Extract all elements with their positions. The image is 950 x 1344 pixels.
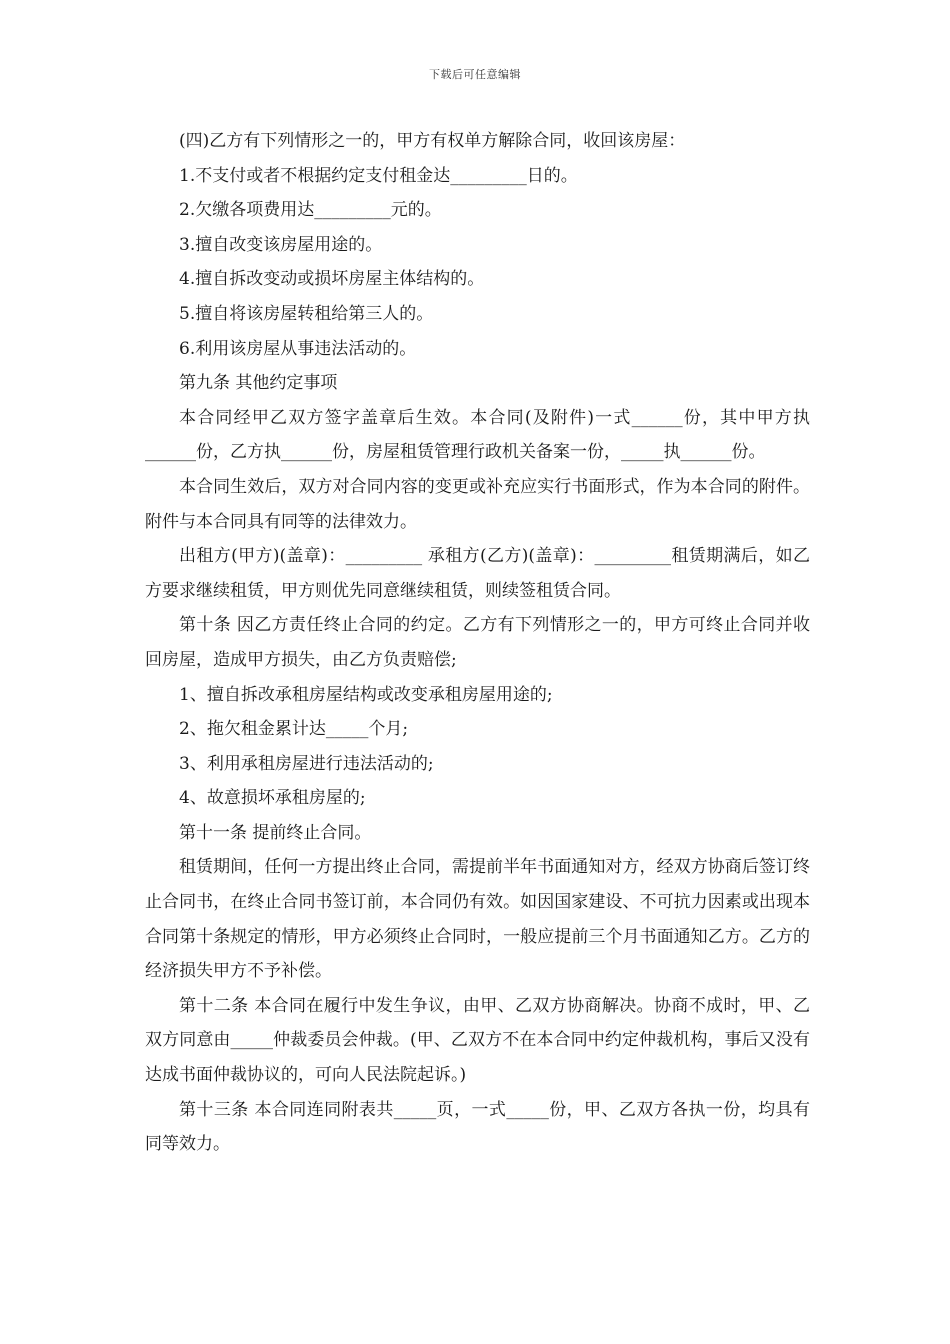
list-item: 3.擅自改变该房屋用途的。 bbox=[179, 234, 383, 255]
article-13-paragraph: 第十三条 本合同连同附表共_____页，一式_____份，甲、乙双方各执一份，均具有同等效力。 bbox=[145, 1099, 810, 1155]
list-item: 1、擅自拆改承租房屋结构或改变承租房屋用途的; bbox=[179, 684, 553, 705]
paragraph: 租赁期间，任何一方提出终止合同，需提前半年书面通知对方，经双方协商后签订终止合同书，在终止合同书签订前，本合同仍有效。如因国家建设、不可抗力因素或出现本合同第十条规定的情形，甲方必须终止合同时，一般应提前三个月书面通知乙方。乙方的经济损失甲方不予补偿。 bbox=[145, 857, 810, 982]
article-11-heading: 第十一条 提前终止合同。 bbox=[179, 822, 372, 843]
list-item: 4.擅自拆改变动或损坏房屋主体结构的。 bbox=[179, 269, 485, 290]
list-item: 3、利用承租房屋进行违法活动的; bbox=[179, 753, 434, 774]
paragraph: 本合同经甲乙双方签字盖章后生效。本合同(及附件)一式______份，其中甲方执______份，乙方执______份，房屋租赁管理行政机关备案一份，_____执______份。 bbox=[145, 407, 810, 463]
clause-4-heading: (四)乙方有下列情形之一的，甲方有权单方解除合同，收回该房屋： bbox=[179, 131, 686, 151]
list-item: 2、拖欠租金累计达_____个月; bbox=[179, 719, 409, 740]
list-item: 2.欠缴各项费用达_________元的。 bbox=[179, 200, 442, 221]
article-9-heading: 第九条 其他约定事项 bbox=[179, 373, 338, 394]
article-10-paragraph: 第十条 因乙方责任终止合同的约定。乙方有下列情形之一的，甲方可终止合同并收回房屋，造成甲方损失，由乙方负责赔偿; bbox=[145, 615, 810, 670]
article-12-paragraph: 第十二条 本合同在履行中发生争议，由甲、乙双方协商解决。协商不成时，甲、乙双方同意由_____仲裁委员会仲裁。(甲、乙双方不在本合同中约定仲裁机构，事后又没有达成书面仲裁协议的，可向人民法院起诉。) bbox=[145, 995, 810, 1086]
list-item: 5.擅自将该房屋转租给第三人的。 bbox=[179, 303, 434, 324]
paragraph: 本合同生效后，双方对合同内容的变更或补充应实行书面形式，作为本合同的附件。附件与本合同具有同等的法律效力。 bbox=[145, 476, 810, 532]
page-header: 下载后可任意编辑 bbox=[429, 68, 521, 81]
list-item: 4、故意损坏承租房屋的; bbox=[179, 788, 366, 809]
list-item: 6.利用该房屋从事违法活动的。 bbox=[179, 338, 417, 359]
signature-line: 出租方(甲方)(盖章)：_________ 承租方(乙方)(盖章)：_________租赁期满后，如乙方要求继续租赁，甲方则优先同意继续租赁，则续签租赁合同。 bbox=[145, 546, 810, 601]
document-body bbox=[145, 124, 810, 1162]
list-item: 1.不支付或者不根据约定支付租金达_________日的。 bbox=[179, 165, 578, 186]
